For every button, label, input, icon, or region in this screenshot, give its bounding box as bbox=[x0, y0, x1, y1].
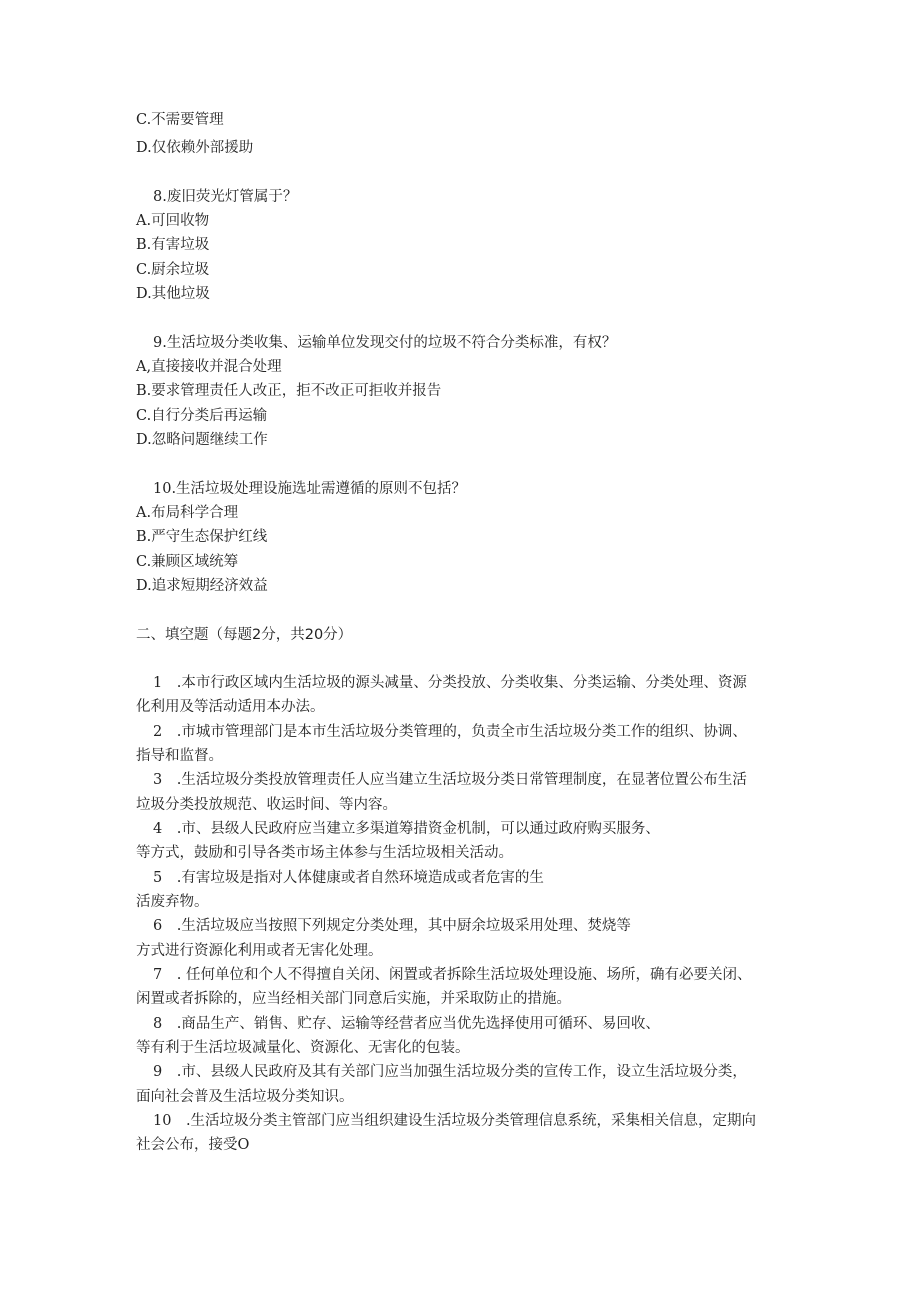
fill-blank-3: 3 .生活垃圾分类投放管理责任人应当建立生活垃圾分类日常管理制度，在显著位置公布生活 bbox=[153, 772, 747, 788]
q9-option-d: D.忽略问题继续工作 bbox=[136, 432, 268, 448]
q8-option-d: D.其他垃圾 bbox=[136, 286, 210, 302]
fill-blank-3-cont: 垃圾分类投放规范、收运时间、等内容。 bbox=[136, 797, 397, 813]
fill-blank-10-cont: 社会公布，接受O bbox=[136, 1137, 250, 1153]
q8-option-b: B.有害垃圾 bbox=[136, 237, 210, 253]
option-d: D.仅依赖外部援助 bbox=[136, 140, 254, 156]
question-10-stem: 10.生活垃圾处理设施选址需遵循的原则不包括？ bbox=[153, 481, 467, 497]
fill-blank-5-cont: 活废弃物。 bbox=[136, 894, 209, 910]
fill-blank-10: 10 .生活垃圾分类主管部门应当组织建设生活垃圾分类管理信息系统，采集相关信息，定期向 bbox=[153, 1113, 757, 1129]
fill-blank-4: 4 .市、县级人民政府应当建立多渠道筹措资金机制，可以通过政府购买服务、 bbox=[153, 821, 660, 837]
section-heading: 二、填空题（每题2分，共20分） bbox=[136, 627, 353, 643]
fill-blank-1: 1 .本市行政区域内生活垃圾的源头减量、分类投放、分类收集、分类运输、分类处理、资源 bbox=[153, 675, 747, 691]
q8-option-a: A.可回收物 bbox=[136, 213, 210, 229]
fill-blank-7: 7 . 任何单位和个人不得擅自关闭、闲置或者拆除生活垃圾处理设施、场所，确有必要关闭、 bbox=[153, 967, 752, 983]
fill-blank-5: 5 .有害垃圾是指对人体健康或者自然环境造成或者危害的生 bbox=[153, 870, 544, 886]
fill-blank-7-cont: 闲置或者拆除的，应当经相关部门同意后实施，并采取防止的措施。 bbox=[136, 991, 571, 1007]
fill-blank-6-cont: 方式进行资源化利用或者无害化处理。 bbox=[136, 943, 383, 959]
fill-blank-1-cont: 化利用及等活动适用本办法。 bbox=[136, 699, 325, 715]
fill-blank-4-cont: 等方式，鼓励和引导各类市场主体参与生活垃圾相关活动。 bbox=[136, 845, 513, 861]
fill-blank-2: 2 .市城市管理部门是本市生活垃圾分类管理的，负责全市生活垃圾分类工作的组织、协调、 bbox=[153, 724, 747, 740]
q10-option-d: D.追求短期经济效益 bbox=[136, 578, 268, 594]
question-9-stem: 9.生活垃圾分类收集、运输单位发现交付的垃圾不符合分类标准，有权？ bbox=[153, 335, 617, 351]
option-c: C.不需要管理 bbox=[136, 112, 224, 128]
fill-blank-2-cont: 指导和监督。 bbox=[136, 748, 223, 764]
q8-option-c: C.厨余垃圾 bbox=[136, 262, 210, 278]
q9-option-c: C.自行分类后再运输 bbox=[136, 408, 268, 424]
q9-option-a: A,直接接收并混合处理 bbox=[136, 359, 282, 375]
fill-blank-8: 8 .商品生产、销售、贮存、运输等经营者应当优先选择使用可循环、易回收、 bbox=[153, 1016, 660, 1032]
question-8-stem: 8.废旧荧光灯管属于？ bbox=[153, 189, 298, 205]
fill-blank-8-cont: 等有利于生活垃圾减量化、资源化、无害化的包装。 bbox=[136, 1040, 470, 1056]
q10-option-b: B.严守生态保护红线 bbox=[136, 529, 268, 545]
fill-blank-9-cont: 面向社会普及生活垃圾分类知识。 bbox=[136, 1089, 354, 1105]
q10-option-c: C.兼顾区域统筹 bbox=[136, 554, 239, 570]
q9-option-b: B.要求管理责任人改正，拒不改正可拒收并报告 bbox=[136, 383, 442, 399]
fill-blank-6: 6 .生活垃圾应当按照下列规定分类处理，其中厨余垃圾采用处理、焚烧等 bbox=[153, 918, 631, 934]
fill-blank-9: 9 .市、县级人民政府及其有关部门应当加强生活垃圾分类的宣传工作，设立生活垃圾分类， bbox=[153, 1064, 747, 1080]
q10-option-a: A.布局科学合理 bbox=[136, 505, 239, 521]
